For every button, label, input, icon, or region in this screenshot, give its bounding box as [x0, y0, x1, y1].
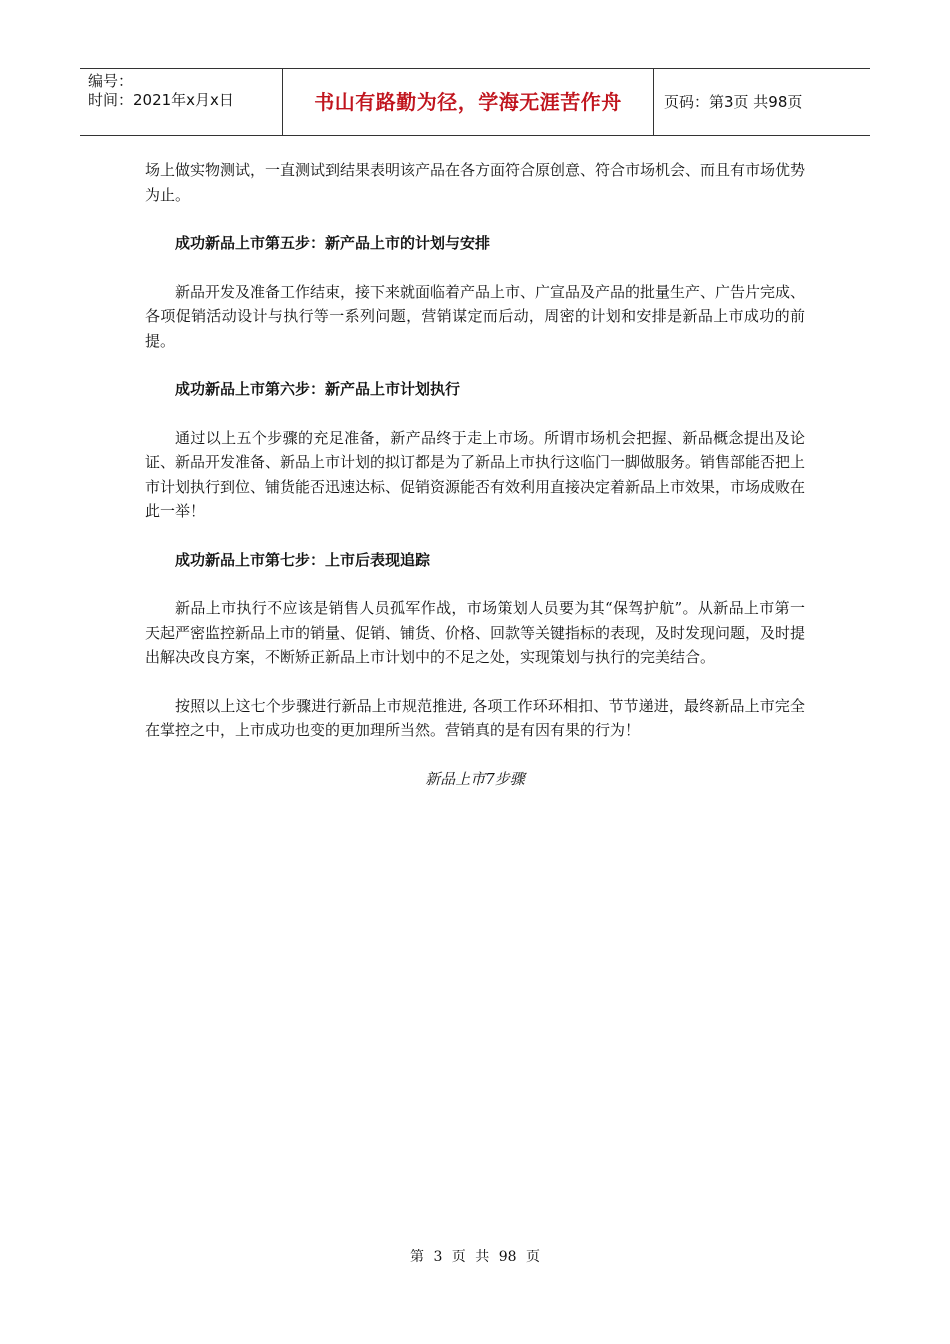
header-page-info: 页码：第3页 共98页	[664, 93, 803, 111]
document-date: 时间：2021年x月x日	[88, 91, 234, 109]
document-header	[80, 68, 870, 136]
header-motto: 书山有路勤为径，学海无涯苦作舟	[282, 69, 654, 135]
document-number-label: 编号：	[88, 72, 134, 90]
section-heading-step-7: 成功新品上市第七步：上市后表现追踪	[175, 550, 431, 569]
paragraph-continuation: 场上做实物测试，一直测试到结果表明该产品在各方面符合原创意、符合市场机会、而且有市场优势为止。	[145, 161, 806, 204]
section-heading-step-5: 成功新品上市第五步：新产品上市的计划与安排	[175, 234, 491, 252]
closing-caption: 新品上市7步骤	[425, 769, 525, 788]
paragraph-step-7: 新品上市执行不应该是销售人员孤军作战，市场策划人员要为其“保驾护航”。从新品上市第一天起严密监控新品上市的销量、促销、铺货、价格、回款等关键指标的表现，及时发现问题，及时提出解决改良方案，不断矫正新品上市计划中的不足之处，实现策划与执行的完美结合。	[145, 599, 806, 666]
paragraph-step-6: 通过以上五个步骤的充足准备，新产品终于走上市场。所谓市场机会把握、新品概念提出及论证、新品开发准备、新品上市计划的拟订都是为了新品上市执行这临门一脚做服务。销售部能否把上市计划执行到位、铺货能否迅速达标、促销资源能否有效利用直接决定着新品上市效果，市场成败在此一举！	[145, 428, 806, 520]
paragraph-step-5: 新品开发及准备工作结束，接下来就面临着产品上市、广宣品及产品的批量生产、广告片完成、各项促销活动设计与执行等一系列问题，营销谋定而后动，周密的计划和安排是新品上市成功的前提。	[145, 282, 806, 350]
document-body	[145, 158, 805, 791]
page-footer: 第 3 页 共 98 页	[410, 1249, 540, 1265]
paragraph-summary: 按照以上这七个步骤进行新品上市规范推进, 各项工作环环相扣、节节递进，最终新品上市完全在掌控之中，上市成功也变的更加理所当然。营销真的是有因有果的行为！	[145, 696, 805, 739]
section-heading-step-6: 成功新品上市第六步：新产品上市计划执行	[175, 380, 461, 398]
header-meta	[80, 69, 282, 135]
